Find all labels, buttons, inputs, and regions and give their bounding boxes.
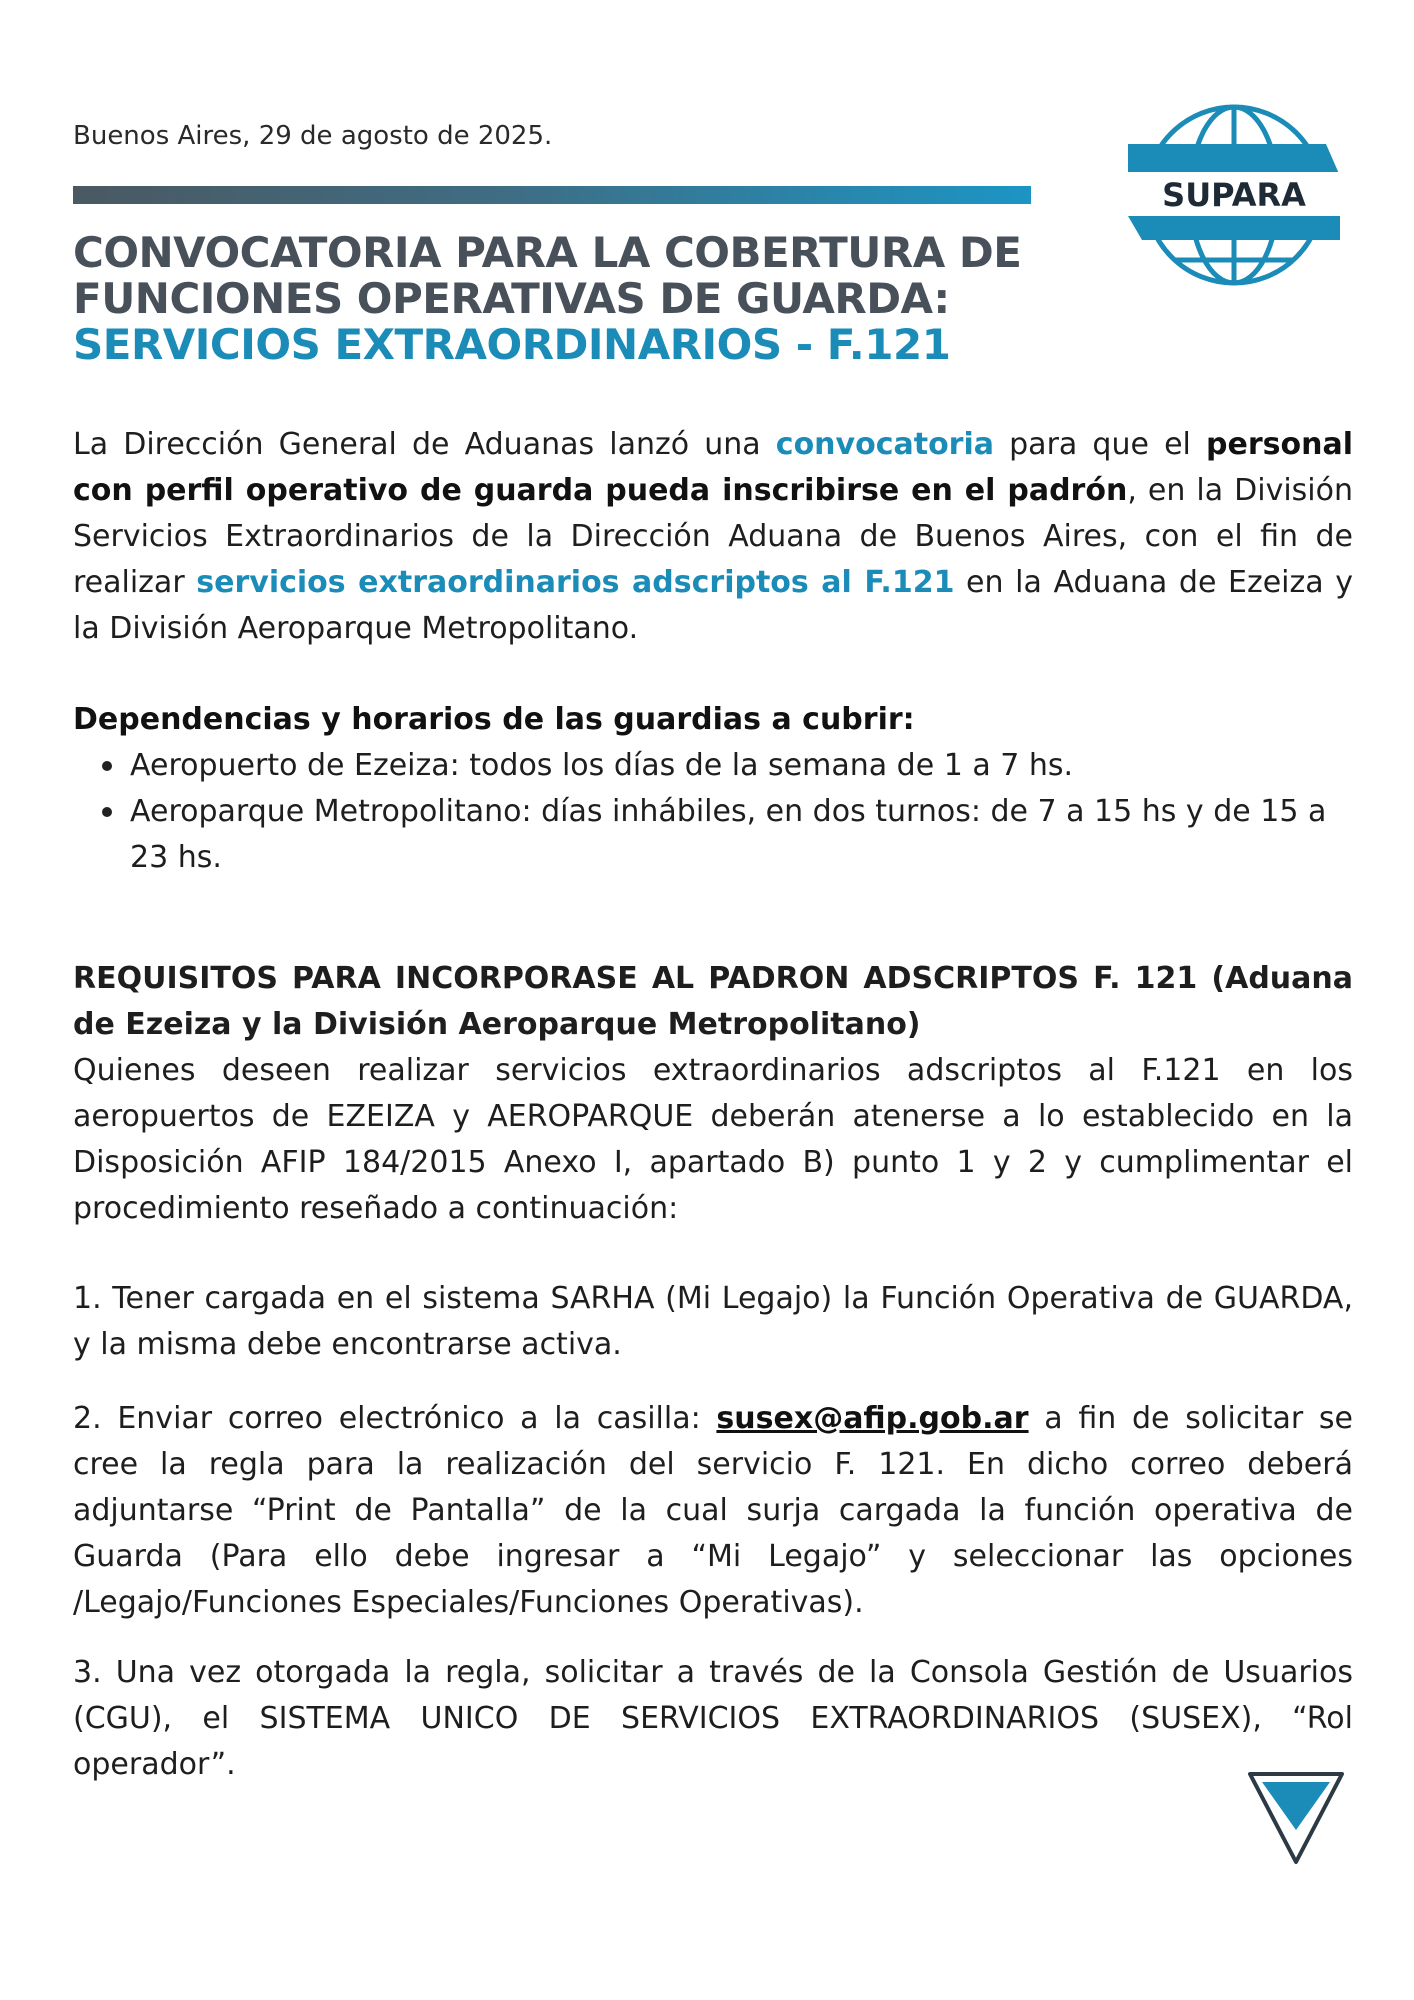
chevron-down-icon (1248, 1770, 1344, 1866)
page-title (73, 230, 1073, 368)
title-line-1: CONVOCATORIA PARA LA COBERTURA DE (73, 228, 1022, 277)
intro-highlight-convocatoria: convocatoria (775, 427, 994, 462)
title-line-3: SERVICIOS EXTRAORDINARIOS - F.121 (73, 320, 951, 369)
header-rule (73, 186, 1031, 204)
intro-text-3: , en la División Servicios Extraordinarios de la Dirección Aduana de Buenos Aires, con el fin de realizar (73, 473, 1353, 600)
list-item: Aeroparque Metropolitano: días inhábiles, en dos turnos: de 7 a 15 hs y de 15 a 23 hs. (130, 789, 1353, 881)
supara-globe-logo (1128, 100, 1340, 290)
requirement-step-2 (73, 1396, 1353, 1626)
intro-highlight-servicios: servicios extraordinarios adscriptos al F.121 (196, 565, 955, 600)
intro-paragraph (73, 422, 1353, 652)
step-2-text-b: a fin de solicitar se cree la regla para la realización del servicio F. 121. En dicho correo deberá adjuntarse “Print de Pantalla” de la cual surja cargada la función operativa de Guarda (Para ello debe ingresar a “Mi Legajo” y seleccionar las opciones /Legajo/Funciones Especiales/Funciones Operativas). (73, 1401, 1353, 1620)
dependencies-heading: Dependencias y horarios de las guardias a cubrir: (73, 702, 915, 737)
requirements-heading: REQUISITOS PARA INCORPORASE AL PADRON ADSCRIPTOS F. 121 (Aduana de Ezeiza y la División Aeroparque Metropolitano) (73, 961, 1353, 1042)
intro-text-4: en la Aduana de Ezeiza y la División Aeroparque Metropolitano. (73, 565, 1354, 646)
requirement-step-1: 1. Tener cargada en el sistema SARHA (Mi Legajo) la Función Operativa de GUARDA, y la misma debe encontrarse activa. (73, 1281, 1353, 1362)
intro-bold-personal: personal con perfil operativo de guarda pueda inscribirse en el padrón (73, 427, 1353, 508)
list-item: Aeropuerto de Ezeiza: todos los días de la semana de 1 a 7 hs. (130, 743, 1353, 789)
requirement-step-3: 3. Una vez otorgada la regla, solicitar a través de la Consola Gestión de Usuarios (CGU), el SISTEMA UNICO DE SERVICIOS EXTRAORDINARIOS (SUSEX), “Rol operador”. (73, 1655, 1353, 1782)
intro-text-2: para que el (994, 427, 1207, 462)
step-2-text-a: 2. Enviar correo electrónico a la casilla: (73, 1401, 717, 1436)
email-link[interactable]: susex@afip.gob.ar (716, 1401, 1029, 1436)
dependencies-list (73, 743, 1353, 881)
intro-text-1: La Dirección General de Aduanas lanzó una (73, 427, 776, 462)
document-date: Buenos Aires, 29 de agosto de 2025. (73, 121, 553, 151)
requirements-intro: Quienes deseen realizar servicios extraordinarios adscriptos al F.121 en los aeropuertos de EZEIZA y AEROPARQUE deberán atenerse a lo establecido en la Disposición AFIP 184/2015 Anexo I, apartado B) punto 1 y 2 y cumplimentar el procedimiento reseñado a continuación: (73, 1053, 1353, 1226)
title-line-2: FUNCIONES OPERATIVAS DE GUARDA: (73, 274, 950, 323)
logo-wordmark: SUPARA (1162, 176, 1306, 214)
